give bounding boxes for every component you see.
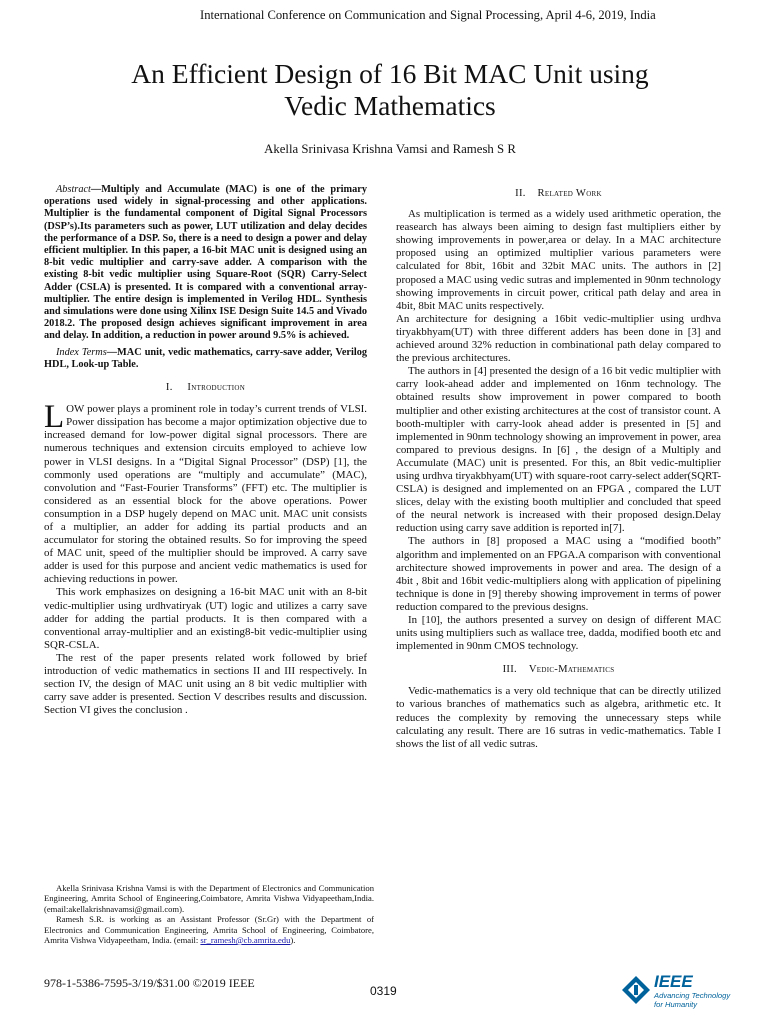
section-heading-related-work xyxy=(396,187,721,200)
right-column xyxy=(396,187,721,751)
abstract xyxy=(44,184,367,343)
ieee-name: IEEE xyxy=(654,972,693,991)
related-paragraph-5: In [10], the authors presented a survey on design of different MAC units using multipliers such as wallace tree, dadda, modified booth etc and implemented in 90nm CMOS technology. xyxy=(396,614,721,653)
section-heading-introduction xyxy=(44,381,367,394)
intro-paragraph-1: LOW power plays a prominent role in today’s current trends of VLSI. Power dissipation has become a major optimization objective due to increased demand for low-power digital signal processors. There are numerous techniques and extension circuits employed to achieve low power in VLSI designs. In a “Digital Signal Processor” (DSP) [1], the commonly used operations are “multiply and accumulate” (MAC), convolution and “Fast-Fourier Transforms” (FFT) etc. The multiplier is considered as an essential block for the above operations. Power consumption in a DSP hugely depend on MAC unit. MAC unit consists of a multiplier, an adder for adding its partial products and an accumulator for storing the obtained results. So for improving the speed of MAC unit, speed of the multiplier should be improved. A carry save adder is used for this purpose and ancient vedic mathematics is used for achieving reductions in power. xyxy=(44,399,367,586)
section-numeral: I. xyxy=(165,382,173,394)
abstract-label: Abstract xyxy=(56,184,91,195)
related-paragraph-3: The authors in [4] presented the design of a 16 bit vedic multiplier with carry look-ahead adder and implemented on 16nm technology. The obtained results show improvement in power compared to booth multiplier and other existing architectures at the cost of transistor count. A booth-multipler with carry-look ahead adder is presented in [5] and implemented in 90nm technology showing an improvement in power, area compared to previous designs. In [6] , the design of a Multiply and Accumulate (MAC) unit is presented. For this, an 8bit vedic-multiplier using urdhva tiryakbhyam(UT) with square-root carry-select adder(SQRT-CSLA) is designed and implemented on an FPGA , compared the LUT slices, delay with the existing booth multiplier and concluded that speed of the neural network is increased with their proposed design.Delay reduction using carry save addition is reported in[7]. xyxy=(396,365,721,535)
footnote-author-2: Ramesh S.R. is working as an Assistant Professor (Sr.Gr) with the Department of Electronics and Communication Engineering, Amrita School of Engineering, Coimbatore, Amrita Vishwa Vidyapeetham, India. (email: sr_ramesh@cb.amrita.edu). xyxy=(44,914,374,946)
index-terms xyxy=(44,347,367,371)
related-paragraph-2: An architecture for designing a 16bit vedic-multiplier using urdhva tiryakbhyam(UT) with three different adders has been done in [3] and achieved around 32% reduction in combinational path delay compared to the previous architectures. xyxy=(396,312,721,365)
left-column xyxy=(44,184,367,717)
section-title: Introduction xyxy=(187,382,246,394)
isbn-copyright: 978-1-5386-7595-3/19/$31.00 ©2019 IEEE xyxy=(44,976,255,990)
ieee-logo xyxy=(622,970,742,1018)
paper-title xyxy=(40,58,740,122)
ieee-tagline-2: for Humanity xyxy=(654,999,698,1009)
ieee-tagline-1: Advancing Technology xyxy=(654,991,731,1000)
page-number: 0319 xyxy=(370,984,397,998)
conference-header: International Conference on Communication and Signal Processing, April 4-6, 2019, India xyxy=(200,8,656,22)
section-numeral: II. xyxy=(515,188,526,199)
intro-paragraph-2: This work emphasizes on designing a 16-bit MAC unit with an 8-bit vedic-multiplier using urdhvatiryak (UT) logic and utilizes a carry save adder for adding the partial products. It is then compared with a conventional array-multiplier and an existing8-bit vedic-multiplier using SQR-CSLA. xyxy=(44,586,367,651)
section-heading-vedic-mathematics xyxy=(396,663,721,676)
footnote-author-1: Akella Srinivasa Krishna Vamsi is with the Department of Electronics and Communication Engineering, Amrita School of Engineering,Coimbatore, Amrita Vishwa Vidyapeetham,India. (email:akellakrishnavamsi@gmail.com). xyxy=(44,883,374,914)
index-terms-text: —MAC unit, vedic mathematics, carry-save adder, Verilog HDL, Look-up Table. xyxy=(44,346,368,370)
index-terms-label: Index Terms xyxy=(56,346,107,358)
title-line-2: Vedic Mathematics xyxy=(284,90,496,121)
email-link[interactable]: sr_ramesh@cb.amrita.edu xyxy=(200,935,291,946)
section-numeral: III. xyxy=(502,664,518,676)
related-paragraph-4: The authors in [8] proposed a MAC using a “modified booth” algorithm and implemented on an FPGA.A comparison with conventional architecture showed improvements in power and area. The design of a 4bit , 8bit and 16bit vedic-multipliers along with application of pipelining technique is done in [9] thereby showing improvement in terms of power reduction compared to the previous designs. xyxy=(396,535,721,613)
section-title: Related Work xyxy=(537,188,602,199)
author-footnote xyxy=(44,883,374,945)
drop-cap: L xyxy=(44,399,65,436)
paper-authors: Akella Srinivasa Krishna Vamsi and Ramesh S R xyxy=(264,142,516,156)
ieee-logo-text xyxy=(654,972,730,1010)
vedic-paragraph-1: Vedic-mathematics is a very old technique that can be directly utilized to various branches of mathematics such as algebra, arithmetic etc. It reduces the complexity by removing the unnecessary steps while calculating any result. There are 16 sutras in vedic-mathematics. Table I shows the list of all vedic sutras. xyxy=(396,685,721,750)
intro-paragraph-3: The rest of the paper presents related work followed by brief introduction of vedic mathematics in sections II and III respectively. In section IV, the design of MAC unit using an 8 bit vedic multiplier with carry save adder is presented. Section V describes results and discussion. Section VI gives the conclusion . xyxy=(44,651,367,717)
ieee-kite-icon xyxy=(622,976,650,1004)
section-title: Vedic-Mathematics xyxy=(528,664,615,676)
title-line-1: An Efficient Design of 16 Bit MAC Unit using xyxy=(131,58,649,89)
related-paragraph-1: As multiplication is termed as a widely used arithmetic operation, the reasearch has always been aiming to design fast multipliers either by showing improvements in power,area or delay. In a MAC architecture proposed using an optimized multiplier various parameters were calculated for 8bit, 16bit and 32bit MAC units. The authors in [2] proposed a MAC using vedic sutras and implemented in 90nm technology showing improvements in circuit power, critical path delay and area in 4bit, 8bit MAC units respectively. xyxy=(396,208,721,312)
abstract-text: —Multiply and Accumulate (MAC) is one of the primary operations used widely in signal-processing and other applications. Multiplier is the fundamental component of Digital Signal Processors (DSP’s).Its parameters such as power, LUT utilization and delay decides the performance of a DSP. So, there is a need to design a power and delay efficient multiplier. In this paper, a 16-bit MAC unit is designed using an 8-bit vedic multiplier and carry-save adder. A comparison with the existing 8-bit vedic multiplier using Square-Root (SQR) Carry-Select Adder (CSLA) is presented. It is compared with a conventional array-multiplier. The entire design is implemented in Verilog HDL. Synthesis and simulations were done using Xilinx ISE Design Suite 14.5 and Vivado 2018.2. The proposed design achieves significant improvement in area and delay. In addition, a reduction in power around 9.5% is achieved. xyxy=(44,184,367,342)
